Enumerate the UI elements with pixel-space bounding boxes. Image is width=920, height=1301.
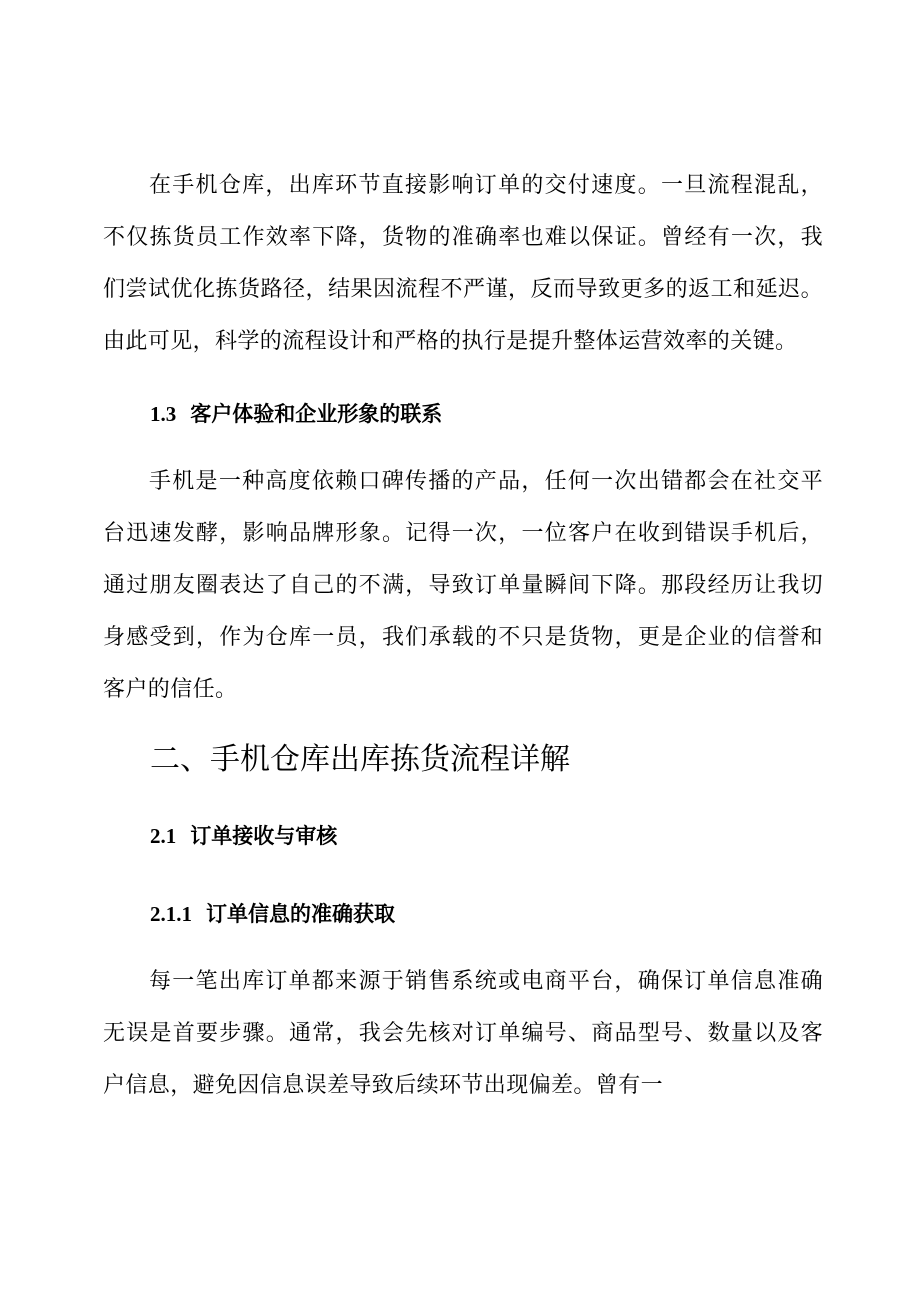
paragraph-line: 客户的信任。 <box>103 677 238 702</box>
paragraph-line: 在手机仓库，出库环节直接影响订单的交付速度。一旦流程混乱， <box>149 173 823 198</box>
paragraph-line: 身感受到，作为仓库一员，我们承载的不只是货物，更是企业的信誉和 <box>103 625 823 650</box>
paragraph-line: 每一笔出库订单都来源于销售系统或电商平台，确保订单信息准确 <box>149 969 823 994</box>
paragraph-line: 们尝试优化拣货路径，结果因流程不严谨，反而导致更多的返工和延迟。 <box>103 277 823 302</box>
paragraph-line: 手机是一种高度依赖口碑传播的产品，任何一次出错都会在社交平 <box>149 469 823 494</box>
chapter-heading-2: 二、手机仓库出库拣货流程详解 <box>150 742 570 777</box>
paragraph-customer-experience <box>103 456 823 716</box>
section-title: 订单接收与审核 <box>190 824 338 848</box>
section-heading-2-1 <box>150 821 337 851</box>
paragraph-line: 户信息，避免因信息误差导致后续环节出现偏差。曾有一 <box>103 1073 664 1098</box>
paragraph-line: 通过朋友圈表达了自己的不满，导致订单量瞬间下降。那段经历让我切 <box>103 573 823 598</box>
section-heading-1-3 <box>150 399 442 429</box>
section-title: 客户体验和企业形象的联系 <box>190 402 443 426</box>
section-number: 1.3 <box>150 402 177 426</box>
section-number: 2.1.1 <box>150 902 192 926</box>
section-heading-2-1-1 <box>150 899 395 929</box>
section-number: 2.1 <box>150 824 177 848</box>
section-title: 订单信息的准确获取 <box>206 902 395 926</box>
paragraph-outbound-impact <box>103 160 823 368</box>
paragraph-line: 不仅拣货员工作效率下降，货物的准确率也难以保证。曾经有一次，我 <box>103 225 823 250</box>
paragraph-line: 由此可见，科学的流程设计和严格的执行是提升整体运营效率的关键。 <box>103 329 798 354</box>
paragraph-line: 无误是首要步骤。通常，我会先核对订单编号、商品型号、数量以及客 <box>103 1021 823 1046</box>
paragraph-line: 台迅速发酵，影响品牌形象。记得一次，一位客户在收到错误手机后， <box>103 521 823 546</box>
paragraph-order-info <box>103 956 823 1112</box>
